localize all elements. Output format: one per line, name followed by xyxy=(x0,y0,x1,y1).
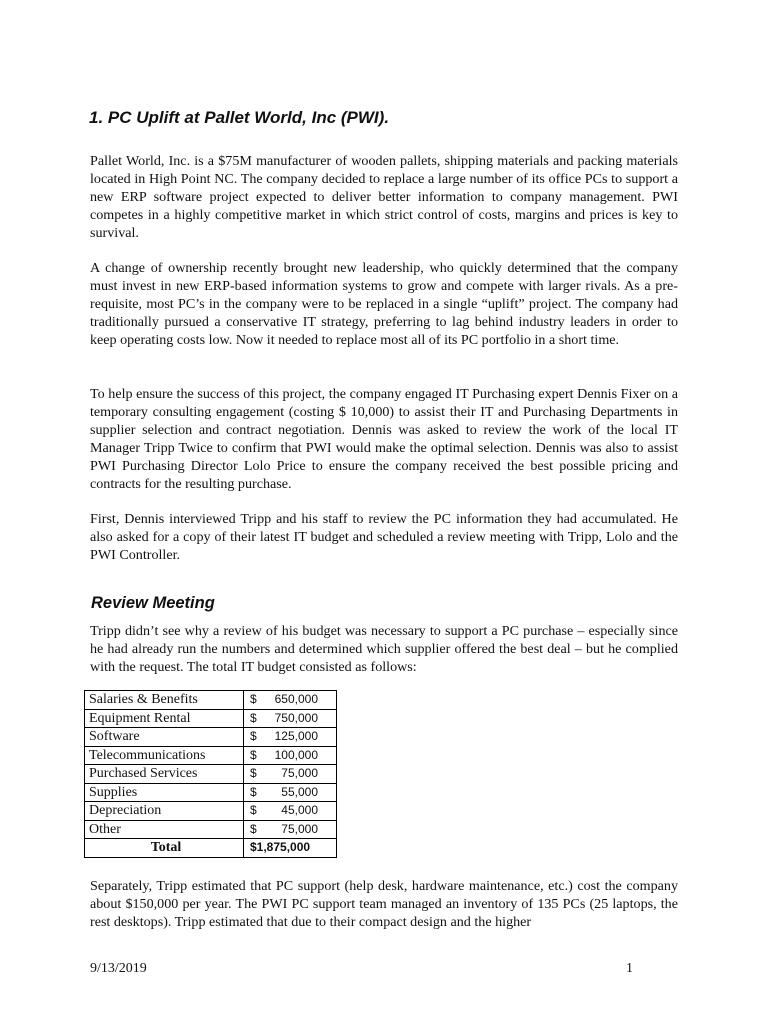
page-number: 1 xyxy=(626,961,633,976)
budget-amount xyxy=(244,691,337,710)
currency-symbol: $ xyxy=(250,710,257,725)
paragraph-interview: First, Dennis interviewed Tripp and his staff to review the PC information they had accumulated. He also asked for a copy of their latest IT budget and scheduled a review meeting with Tripp, Lolo and the PWI Controller. xyxy=(90,511,678,563)
currency-symbol: $ xyxy=(250,766,257,781)
table-row xyxy=(85,765,337,784)
paragraph-review: Tripp didn’t see why a review of his budget was necessary to support a PC purchase – especially since he had already run the numbers and determined which supplier offered the best deal – but he complied with the request. The total IT budget consisted as follows: xyxy=(90,623,678,675)
budget-category: Supplies xyxy=(85,783,244,802)
budget-category: Software xyxy=(85,728,244,747)
paragraph-intro: Pallet World, Inc. is a $75M manufacturer of wooden pallets, shipping materials and packing materials located in High Point NC. The company decided to replace a large number of its office PCs to support a new ERP software project expected to deliver better information to company management. PWI competes in a highly competitive market in which strict control of costs, margins and prices is key to survival. xyxy=(90,153,678,241)
currency-symbol: $ xyxy=(250,803,257,818)
paragraph-pc-support: Separately, Tripp estimated that PC support (help desk, hardware maintenance, etc.) cost the company about $150,000 per year. The PWI PC support team managed an inventory of 135 PCs (25 laptops, the rest desktops). Tripp estimated that due to their compact design and the higher xyxy=(90,878,678,930)
budget-table xyxy=(84,690,337,858)
table-row xyxy=(85,783,337,802)
table-row xyxy=(85,691,337,710)
budget-amount xyxy=(244,728,337,747)
paragraph-consultant: To help ensure the success of this project, the company engaged IT Purchasing expert Dennis Fixer on a temporary consulting engagement (costing $ 10,000) to assist their IT and Purchasing Departments in supplier selection and contract negotiation. Dennis was asked to review the work of the local IT Manager Tripp Twice to confirm that PWI would make the optimal selection. Dennis was also to assist PWI Purchasing Director Lolo Price to ensure the company received the best possible pricing and contracts for the resulting purchase. xyxy=(90,386,678,492)
budget-category: Purchased Services xyxy=(85,765,244,784)
paragraph-ownership: A change of ownership recently brought new leadership, who quickly determined that the company must invest in new ERP-based information systems to grow and compete with larger rivals. As a pre-requisite, most PC’s in the company were to be replaced in a single “uplift” project. The company had traditionally pursued a conservative IT strategy, preferring to lag behind industry leaders in order to keep operating costs low. Now it needed to replace most all of its PC portfolio in a short time. xyxy=(90,260,678,348)
table-total-row xyxy=(85,839,337,858)
amount-value: 100,000 xyxy=(274,747,318,762)
currency-symbol: $ xyxy=(250,729,257,744)
budget-amount xyxy=(244,765,337,784)
section-heading: Review Meeting xyxy=(91,594,215,612)
budget-amount xyxy=(244,746,337,765)
amount-value: 125,000 xyxy=(274,729,318,744)
budget-category: Depreciation xyxy=(85,802,244,821)
budget-category: Salaries & Benefits xyxy=(85,691,244,710)
amount-value: 55,000 xyxy=(281,784,318,799)
footer-date: 9/13/2019 xyxy=(90,961,147,976)
total-value: $1,875,000 xyxy=(244,839,337,858)
table-row xyxy=(85,802,337,821)
budget-category: Other xyxy=(85,820,244,839)
budget-amount xyxy=(244,820,337,839)
amount-value: 75,000 xyxy=(281,766,318,781)
budget-category: Equipment Rental xyxy=(85,709,244,728)
budget-category: Telecommunications xyxy=(85,746,244,765)
currency-symbol: $ xyxy=(250,821,257,836)
currency-symbol: $ xyxy=(250,692,257,707)
budget-amount xyxy=(244,783,337,802)
amount-value: 650,000 xyxy=(274,692,318,707)
amount-value: 45,000 xyxy=(281,803,318,818)
table-row xyxy=(85,820,337,839)
amount-value: 75,000 xyxy=(281,821,318,836)
currency-symbol: $ xyxy=(250,747,257,762)
table-row xyxy=(85,709,337,728)
table-row xyxy=(85,728,337,747)
currency-symbol: $ xyxy=(250,784,257,799)
page-title: 1. PC Uplift at Pallet World, Inc (PWI). xyxy=(89,108,390,127)
amount-value: 750,000 xyxy=(274,710,318,725)
table-row xyxy=(85,746,337,765)
budget-amount xyxy=(244,802,337,821)
budget-amount xyxy=(244,709,337,728)
total-label: Total xyxy=(85,839,244,858)
